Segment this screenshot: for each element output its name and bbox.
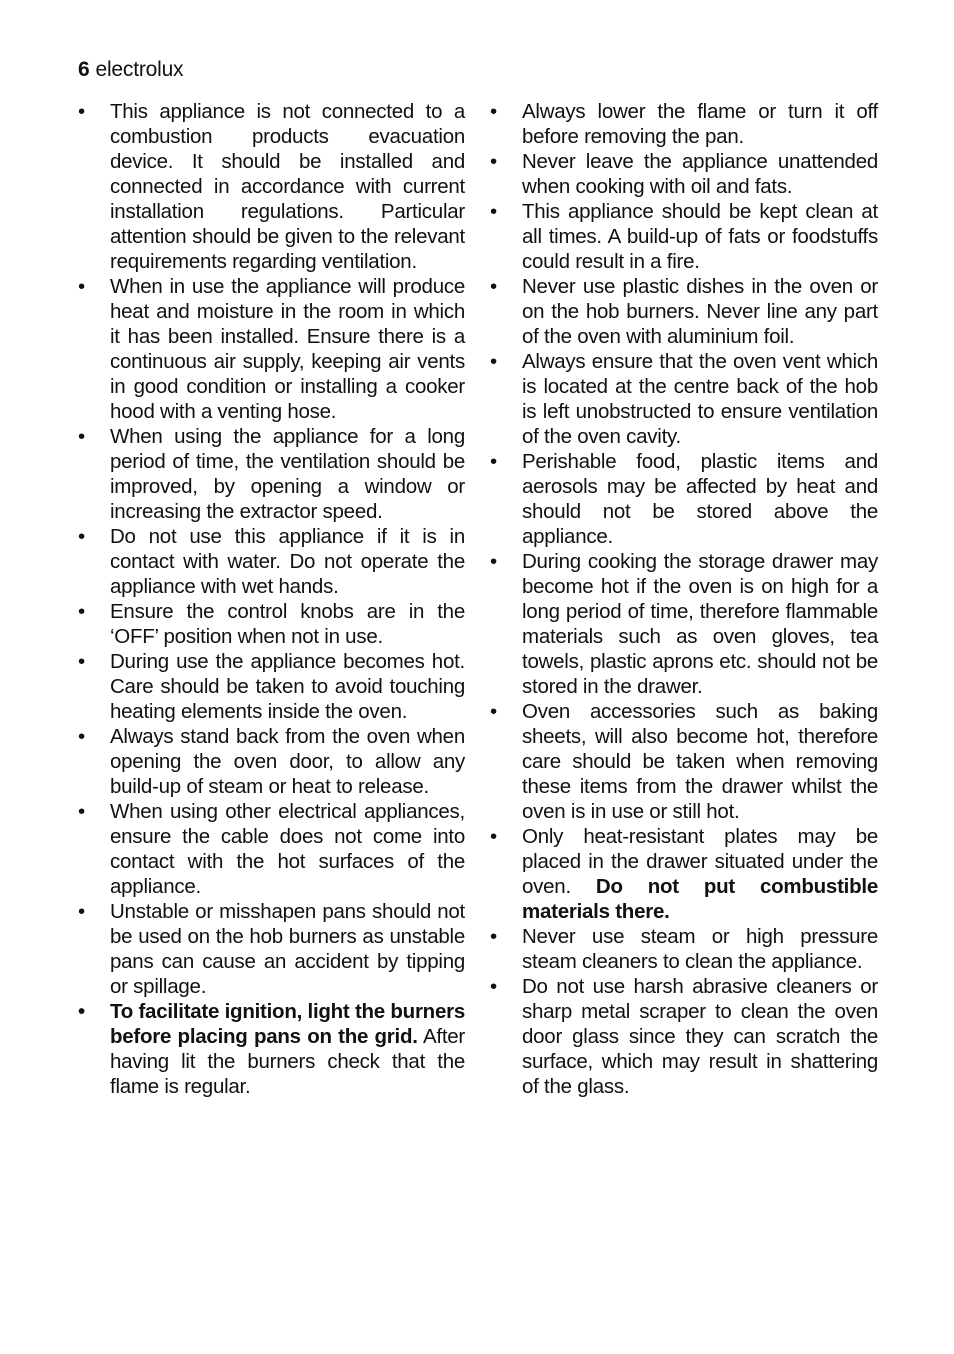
item-text: When using other electrical appliances, ensure the cable does not come into contact with the hot surfaces of the appliance. — [110, 800, 465, 898]
item-text: When in use the appliance will produce heat and moisture in the room in which it has been installed. Ensure there is a continuous air supply, keeping air vents in good condition or installing a cooker hood with a venting hose. — [110, 275, 465, 423]
item-bold-text: To facilitate ignition, light the burners before placing pans on the grid. — [110, 1000, 465, 1048]
list-item — [490, 99, 878, 149]
item-text: Never leave the appliance unattended when cooking with oil and fats. — [522, 150, 878, 198]
list-item — [78, 999, 465, 1099]
list-item — [490, 349, 878, 449]
page-number: 6 — [78, 58, 90, 81]
item-text: Unstable or misshapen pans should not be used on the hob burners as unstable pans can cause an accident by tipping or spillage. — [110, 900, 465, 998]
bullet-icon: • — [490, 550, 497, 573]
list-item — [78, 424, 465, 524]
item-text: This appliance is not connected to a combustion products evacuation device. It should be installed and connected in accordance with current installation regulations. Particular attention should be given to the relevant requirements regarding ventilation. — [110, 100, 465, 273]
item-text: Do not use this appliance if it is in contact with water. Do not operate the appliance with wet hands. — [110, 525, 465, 598]
list-item — [78, 649, 465, 724]
item-text: Only heat-resistant plates may be placed in the drawer situated under the oven. — [522, 825, 878, 898]
bullet-icon: • — [78, 900, 85, 923]
bullet-icon: • — [490, 100, 497, 123]
item-text: Ensure the control knobs are in the ‘OFF’ position when not in use. — [110, 600, 465, 648]
item-text: Never use plastic dishes in the oven or on the hob burners. Never line any part of the oven with aluminium foil. — [522, 275, 878, 348]
list-item — [490, 549, 878, 699]
bullet-icon: • — [490, 200, 497, 223]
bullet-icon: • — [490, 925, 497, 948]
list-item — [490, 449, 878, 549]
item-text: Do not use harsh abrasive cleaners or sharp metal scraper to clean the oven door glass since they can scratch the surface, which may result in shattering of the glass. — [522, 975, 878, 1098]
bullet-icon: • — [490, 350, 497, 373]
bullet-icon: • — [490, 975, 497, 998]
list-item — [490, 924, 878, 974]
bullet-icon: • — [78, 650, 85, 673]
list-item — [78, 524, 465, 599]
bullet-icon: • — [490, 825, 497, 848]
bullet-icon: • — [490, 700, 497, 723]
list-item — [490, 199, 878, 274]
list-item — [490, 274, 878, 349]
item-text: Oven accessories such as baking sheets, will also become hot, therefore care should be taken when removing these items from the drawer whilst the oven is in use or still hot. — [522, 700, 878, 823]
list-item — [78, 99, 465, 274]
bullet-icon: • — [78, 425, 85, 448]
item-text: During use the appliance becomes hot. Care should be taken to avoid touching heating elements inside the oven. — [110, 650, 465, 723]
list-item — [78, 799, 465, 899]
list-item — [490, 149, 878, 199]
list-item — [490, 699, 878, 824]
list-item — [490, 824, 878, 924]
item-text: This appliance should be kept clean at all times. A build-up of fats or foodstuffs could result in a fire. — [522, 200, 878, 273]
right-column — [490, 99, 878, 1099]
item-text: Always ensure that the oven vent which is located at the centre back of the hob is left unobstructed to ensure ventilation of the oven cavity. — [522, 350, 878, 448]
list-item — [78, 724, 465, 799]
bullet-icon: • — [78, 525, 85, 548]
item-text: Always lower the flame or turn it off before removing the pan. — [522, 100, 878, 148]
bullet-icon: • — [78, 600, 85, 623]
list-item — [78, 899, 465, 999]
item-text: Always stand back from the oven when opening the oven door, to allow any build-up of steam or heat to release. — [110, 725, 465, 798]
list-item — [490, 974, 878, 1099]
bullet-icon: • — [78, 725, 85, 748]
bullet-icon: • — [490, 275, 497, 298]
bullet-icon: • — [78, 275, 85, 298]
item-text: After having lit the burners check that the flame is regular. — [110, 1025, 465, 1098]
page-header — [78, 56, 183, 84]
list-item — [78, 274, 465, 424]
bullet-icon: • — [490, 450, 497, 473]
brand-name: electrolux — [95, 58, 184, 81]
bullet-icon: • — [78, 1000, 85, 1023]
item-text: During cooking the storage drawer may become hot if the oven is on high for a long period of time, therefore flammable materials such as oven gloves, tea towels, plastic aprons etc. should not be stored in the drawer. — [522, 550, 878, 698]
list-item — [78, 599, 465, 649]
item-text: Perishable food, plastic items and aerosols may be affected by heat and should not be stored above the appliance. — [522, 450, 878, 548]
bullet-icon: • — [78, 100, 85, 123]
item-text: Never use steam or high pressure steam cleaners to clean the appliance. — [522, 925, 878, 973]
bullet-icon: • — [490, 150, 497, 173]
left-column — [78, 99, 465, 1099]
item-bold-text: Do not put combustible materials there. — [522, 875, 878, 923]
bullet-icon: • — [78, 800, 85, 823]
item-text: When using the appliance for a long period of time, the ventilation should be improved, by opening a window or increasing the extractor speed. — [110, 425, 465, 523]
